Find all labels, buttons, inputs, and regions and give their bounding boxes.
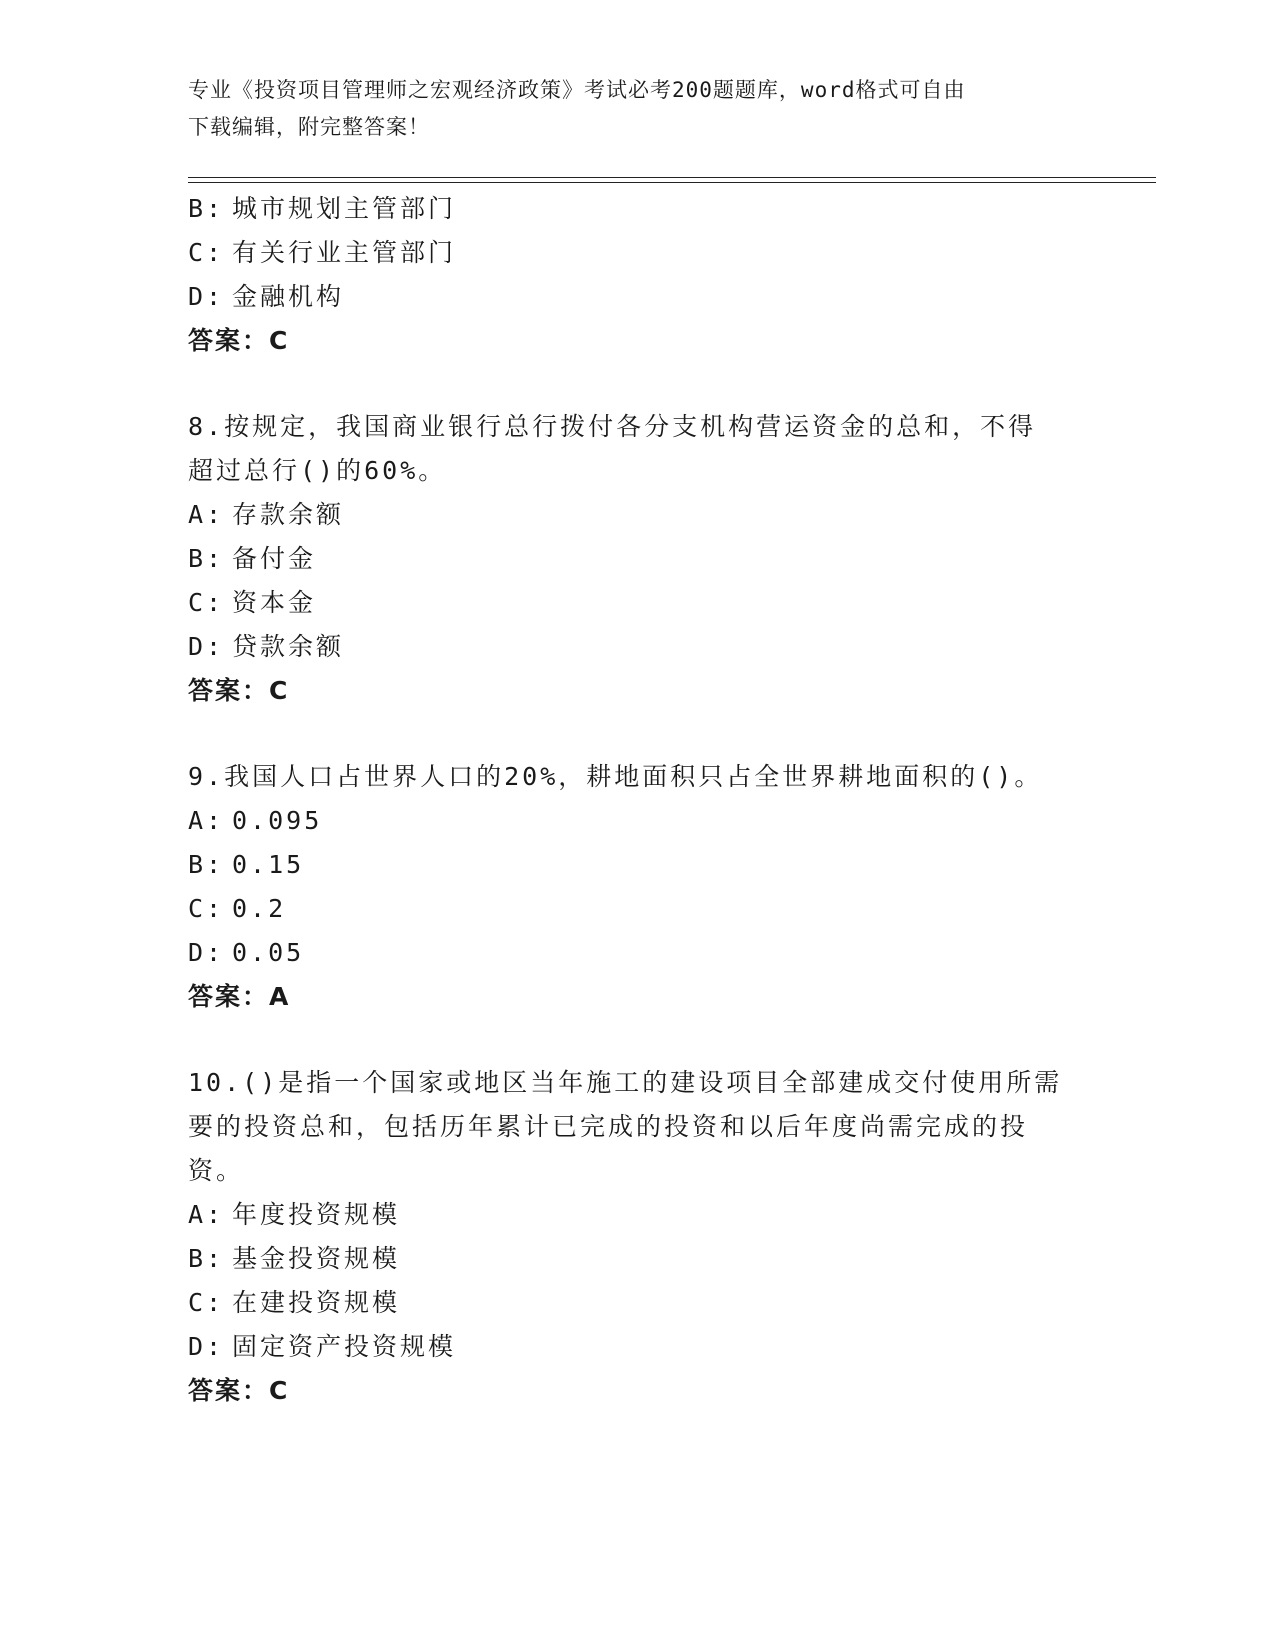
option-letter: B: (188, 1244, 225, 1273)
question-8-text-line-2: 超过总行()的60%。 (188, 456, 447, 485)
answer: 答案：A (188, 982, 291, 1011)
option-a (188, 1192, 400, 1238)
option-text: 0.15 (232, 850, 305, 879)
option-text: 资本金 (232, 588, 317, 617)
option-text: 存款余额 (232, 500, 345, 529)
page-header (188, 72, 1088, 146)
option-b (188, 536, 316, 582)
option-letter: D: (188, 282, 225, 311)
option-d (188, 1324, 456, 1370)
question-10-text-line-1: 10.()是指一个国家或地区当年施工的建设项目全部建成交付使用所需 (188, 1068, 1063, 1097)
option-d (188, 624, 344, 670)
option-d (188, 274, 344, 320)
option-text: 金融机构 (232, 282, 345, 311)
option-c (188, 230, 456, 276)
option-letter: B: (188, 544, 225, 573)
option-text: 在建投资规模 (232, 1288, 401, 1317)
option-text: 0.095 (232, 806, 323, 835)
option-letter: A: (188, 500, 225, 529)
option-text: 基金投资规模 (232, 1244, 401, 1273)
option-d (188, 930, 304, 976)
option-letter: C: (188, 894, 225, 923)
option-letter: C: (188, 1288, 225, 1317)
question-10-text-line-2: 要的投资总和，包括历年累计已完成的投资和以后年度尚需完成的投 (188, 1112, 1029, 1141)
option-text: 城市规划主管部门 (232, 194, 457, 223)
answer: 答案：C (188, 1376, 290, 1405)
option-text: 有关行业主管部门 (232, 238, 457, 267)
option-b (188, 1236, 400, 1282)
option-letter: A: (188, 1200, 225, 1229)
option-text: 0.2 (232, 894, 287, 923)
option-c (188, 580, 316, 626)
header-line-2: 下载编辑，附完整答案！ (188, 115, 430, 139)
option-text: 贷款余额 (232, 632, 345, 661)
option-text: 年度投资规模 (232, 1200, 401, 1229)
option-letter: B: (188, 194, 225, 223)
option-letter: A: (188, 806, 225, 835)
option-letter: B: (188, 850, 225, 879)
header-divider (188, 177, 1156, 183)
option-letter: D: (188, 1332, 225, 1361)
option-c (188, 1280, 400, 1326)
option-letter: D: (188, 632, 225, 661)
option-text: 0.05 (232, 938, 305, 967)
option-letter: D: (188, 938, 225, 967)
answer: 答案：C (188, 326, 290, 355)
option-letter: C: (188, 238, 225, 267)
question-8-text-line-1: 8.按规定，我国商业银行总行拨付各分支机构营运资金的总和，不得 (188, 412, 1037, 441)
option-a (188, 492, 344, 538)
option-b (188, 842, 304, 888)
option-text: 备付金 (232, 544, 317, 573)
option-letter: C: (188, 588, 225, 617)
answer: 答案：C (188, 676, 290, 705)
question-10-text-line-3: 资。 (188, 1156, 245, 1185)
header-line-1: 专业《投资项目管理师之宏观经济政策》考试必考200题题库，word格式可自由 (188, 78, 966, 102)
option-a (188, 798, 322, 844)
option-b (188, 186, 456, 232)
question-9-text-line-1: 9.我国人口占世界人口的20%，耕地面积只占全世界耕地面积的()。 (188, 762, 1043, 791)
option-c (188, 886, 286, 932)
option-text: 固定资产投资规模 (232, 1332, 457, 1361)
